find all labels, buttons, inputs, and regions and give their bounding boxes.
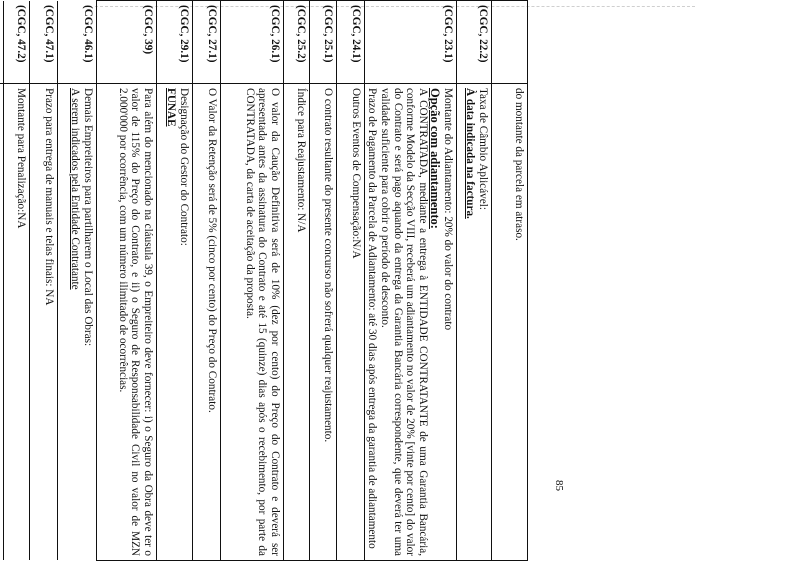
clause-reference: (CGC, 47.1) xyxy=(43,5,55,63)
clause-text: Prazo para entrega de manuais e telas finais: NA xyxy=(43,88,55,306)
clause-content xyxy=(205,88,218,556)
clause-text: Designação do Gestor do Contrato: xyxy=(178,88,190,246)
clause-content xyxy=(464,88,489,556)
clause-content xyxy=(0,88,1,556)
clause-text: Outros Eventos de Compensação:N/A xyxy=(350,88,362,259)
column-divider xyxy=(30,83,57,84)
column-divider xyxy=(284,83,309,84)
clause-text: A CONTRATADA, mediante a entrega à ENTIDADE CONTRATANTE de uma Garantia Bancária, conforme Modelo da Secção VIII, receberá um adiantamento no valor de 20% [vinte por cento] do valor do Contrato e será pago aquando da entrega da Garantia Bancária correspondente, que deverá ter uma validade suficiente para cobrir o período de desconto. xyxy=(379,88,429,556)
clause-reference: (CGC, 39) xyxy=(142,5,154,55)
clause-reference: (CGC, 23.1) xyxy=(442,5,454,63)
clause-text: FUNAE xyxy=(165,88,178,127)
column-divider xyxy=(4,83,29,84)
clause-text: O contrato resultante do presente concurso não sofrerá qualquer reajustamento. xyxy=(322,88,334,443)
column-divider xyxy=(221,83,283,84)
clause-reference: (CGC, 22.2) xyxy=(477,5,489,63)
table-row xyxy=(0,1,4,560)
clause-reference: (CGC, 27.1) xyxy=(206,5,218,63)
clause-content xyxy=(243,88,281,556)
column-divider xyxy=(0,83,3,84)
table-row xyxy=(221,1,284,560)
clause-text: A serem indicados pela Entidade Contratante xyxy=(69,88,82,290)
clause-text: Montante do Adiantamento: 20% do valor do contrato xyxy=(442,88,454,331)
column-divider xyxy=(492,83,527,84)
clause-text: Para além do mencionado na cláusula 39, o Empreiteiro deve fornecer: i) o Seguro da Obra deve ter o valor de 115% do Preço do Contrato, e ii) o Seguro de Responsabilidade Civil no valor de MZN 2.000'000 por ocorrência, com um número ilimitado de ocorrências. xyxy=(116,88,154,556)
clause-text: À data indicada na factura. xyxy=(464,88,477,219)
clause-text: Índice para Reajustamento: N/A xyxy=(295,88,307,233)
column-divider xyxy=(193,83,220,84)
clause-reference: (CGC, 47.2) xyxy=(15,5,27,63)
table-row xyxy=(30,1,58,560)
page-number: 85 xyxy=(553,480,565,491)
clause-content xyxy=(321,88,334,556)
clause-reference: (CGC, 24.1) xyxy=(350,5,362,63)
clause-content xyxy=(512,88,525,556)
table-row xyxy=(457,1,492,560)
column-divider xyxy=(310,83,336,84)
clause-text: O valor da Caução Definitiva será de 10% (dez por cento) do Preço do Contrato e deverá ser apresentada antes da assinatura do Contrato e até 15 (quinze) dias após o recebimento, por parte da CONTRATADA, da carta de aceitação da proposta. xyxy=(243,88,281,556)
table-row xyxy=(58,1,97,560)
clause-text xyxy=(0,88,1,556)
clause-text: Prazo de Pagamento da Parcela de Adiantamento: até 30 dias após entrega da garantia de adiantamento xyxy=(366,88,379,549)
clause-content xyxy=(165,88,190,556)
table-row xyxy=(193,1,221,560)
clause-content xyxy=(14,88,27,556)
table-row xyxy=(492,1,527,560)
table-row xyxy=(284,1,310,560)
clause-content xyxy=(349,88,362,556)
table-row xyxy=(365,1,457,560)
clause-reference: (CGC, 29.1) xyxy=(178,5,190,63)
column-divider xyxy=(97,83,156,84)
clause-reference: (CGC, 25.1) xyxy=(322,5,334,63)
clause-content xyxy=(42,88,55,556)
column-divider xyxy=(157,83,192,84)
clause-text: Taxa de Câmbio Aplicável: xyxy=(477,88,489,210)
column-divider xyxy=(365,83,456,84)
clause-reference: (CGC, 25.2) xyxy=(295,5,307,63)
clause-text: O Valor da Retenção será de 5% (cinco por cento) do Preço do Contrato. xyxy=(206,88,218,413)
clause-text: Montante para Penalização:NA xyxy=(15,88,27,229)
clause-text: do montante da parcela em atraso. xyxy=(513,88,525,241)
conditions-table xyxy=(15,0,528,561)
clause-reference: (CGC, 26.1) xyxy=(269,5,281,63)
table-row xyxy=(157,1,193,560)
clause-content xyxy=(69,88,94,556)
clause-content xyxy=(294,88,307,556)
clause-reference xyxy=(0,5,1,79)
table-row xyxy=(310,1,337,560)
clause-reference: (CGC, 46.1) xyxy=(82,5,94,63)
clause-text: Demais Empreiteiros para partilharem o Local das Obras: xyxy=(82,88,94,347)
clause-text: Opção com adiantamento: xyxy=(428,88,443,229)
column-divider xyxy=(457,83,491,84)
column-divider xyxy=(337,83,364,84)
clause-content xyxy=(366,88,454,556)
table-row xyxy=(4,1,30,560)
column-divider xyxy=(58,83,96,84)
table-row xyxy=(97,1,157,560)
clause-content xyxy=(116,88,154,556)
table-row xyxy=(337,1,365,560)
